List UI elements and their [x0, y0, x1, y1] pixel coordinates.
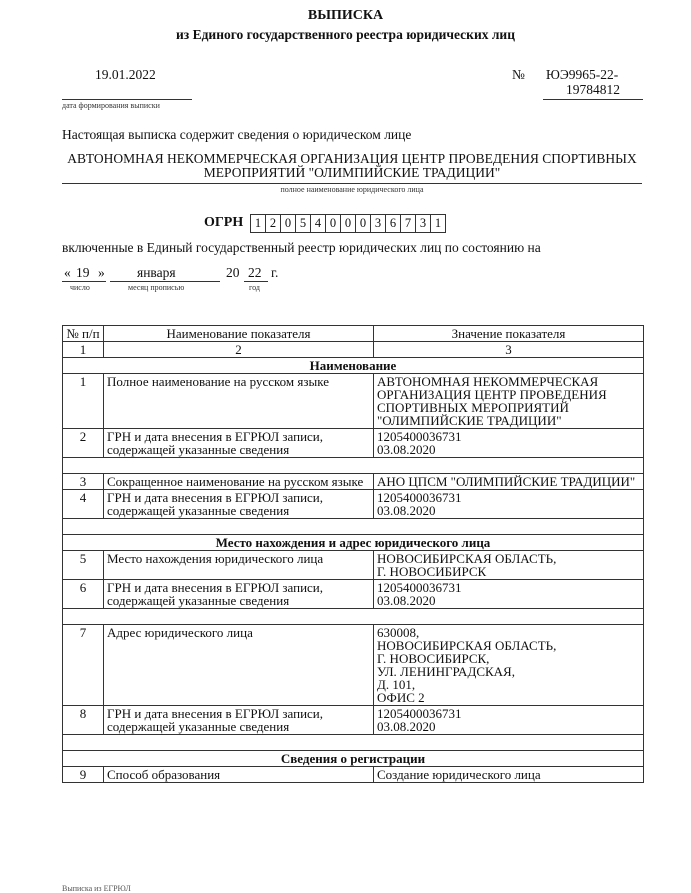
spacer-row: [63, 519, 644, 535]
extract-number-underline: [543, 99, 643, 100]
address-line: ОФИС 2: [377, 690, 425, 705]
row-label: Полное наименование на русском языке: [104, 374, 374, 429]
row-label: Место нахождения юридического лица: [104, 551, 374, 580]
grn-number: 1205400036731: [377, 429, 462, 444]
row-value: [374, 429, 644, 458]
formation-date-caption: дата формирования выписки: [62, 101, 160, 110]
section-row: [63, 358, 644, 374]
table-row: [63, 706, 644, 735]
column-number: 2: [104, 342, 374, 358]
ogrn-digit: 7: [400, 214, 416, 233]
address-line: НОВОСИБИРСКАЯ ОБЛАСТЬ,: [377, 638, 557, 653]
month-caption: месяц прописью: [128, 283, 185, 292]
spacer-row: [63, 458, 644, 474]
row-value: [374, 551, 644, 580]
row-label: Адрес юридического лица: [104, 625, 374, 706]
day-caption: число: [70, 283, 90, 292]
year-caption: год: [249, 283, 260, 292]
section-name: Наименование: [63, 358, 644, 374]
address-line: 630008,: [377, 625, 420, 640]
extract-number-line1: ЮЭ9965-22-: [546, 67, 619, 82]
grn-number: 1205400036731: [377, 490, 462, 505]
row-label: ГРН и дата внесения в ЕГРЮЛ записи, содержащей указанные сведения: [104, 490, 374, 519]
extract-number-line2: 19784812: [566, 82, 620, 97]
table-row: [63, 490, 644, 519]
table-row: [63, 429, 644, 458]
row-number: 1: [63, 374, 104, 429]
as-of-day: 19: [76, 265, 90, 280]
ogrn-digit: 3: [370, 214, 386, 233]
organization-name-underline: [62, 183, 642, 184]
formation-date: 19.01.2022: [95, 67, 156, 82]
ogrn-digit: 0: [325, 214, 341, 233]
as-of-year: 22: [248, 265, 262, 280]
row-value: [374, 580, 644, 609]
grn-date: 03.08.2020: [377, 442, 436, 457]
header-indicator: Наименование показателя: [104, 326, 374, 342]
intro-text: Настоящая выписка содержит сведения о юридическом лице: [62, 127, 412, 142]
row-number: 6: [63, 580, 104, 609]
organization-name-caption: полное наименование юридического лица: [280, 185, 424, 194]
formation-date-underline: [62, 99, 192, 100]
row-label: Сокращенное наименование на русском языке: [104, 474, 374, 490]
column-number: 3: [374, 342, 644, 358]
row-label: ГРН и дата внесения в ЕГРЮЛ записи, содержащей указанные сведения: [104, 706, 374, 735]
spacer-row: [63, 735, 644, 751]
ogrn-digit: 1: [430, 214, 446, 233]
address-line: Д. 101,: [377, 677, 416, 692]
day-underline: [62, 281, 106, 282]
grn-number: 1205400036731: [377, 706, 462, 721]
row-number: 7: [63, 625, 104, 706]
ogrn-digit: 6: [385, 214, 401, 233]
grn-date: 03.08.2020: [377, 503, 436, 518]
ogrn-digit: 4: [310, 214, 326, 233]
ogrn-digit: 1: [250, 214, 266, 233]
ogrn-digit: 0: [340, 214, 356, 233]
row-number: 3: [63, 474, 104, 490]
included-text: включенные в Единый государственный реестр юридических лиц по состоянию на: [62, 240, 541, 255]
row-label: ГРН и дата внесения в ЕГРЮЛ записи, содержащей указанные сведения: [104, 429, 374, 458]
document-title: ВЫПИСКА: [307, 8, 384, 23]
organization-full-name: АВТОНОМНАЯ НЕКОММЕРЧЕСКАЯ ОРГАНИЗАЦИЯ ЦЕНТР ПРОВЕДЕНИЯ СПОРТИВНЫХ МЕРОПРИЯТИЙ "ОЛИМПИЙСКИЕ ТРАДИЦИИ": [67, 151, 637, 180]
row-value: АВТОНОМНАЯ НЕКОММЕРЧЕСКАЯ ОРГАНИЗАЦИЯ ЦЕНТР ПРОВЕДЕНИЯ СПОРТИВНЫХ МЕРОПРИЯТИЙ "ОЛИМПИЙСКИЕ ТРАДИЦИИ": [374, 374, 644, 429]
as-of-year-suffix: г.: [271, 265, 279, 280]
row-number: 9: [63, 767, 104, 783]
address-line: УЛ. ЛЕНИНГРАДСКАЯ,: [377, 664, 515, 679]
month-underline: [110, 281, 220, 282]
row-number: 8: [63, 706, 104, 735]
number-sign: №: [512, 67, 525, 82]
document-subtitle: из Единого государственного реестра юридических лиц: [176, 27, 515, 42]
egrul-table: [62, 325, 644, 783]
table-row: [63, 580, 644, 609]
date-quote-open: «: [64, 265, 71, 280]
header-value: Значение показателя: [374, 326, 644, 342]
table-row: [63, 767, 644, 783]
as-of-month: января: [137, 265, 176, 280]
date-quote-close: »: [98, 265, 105, 280]
grn-number: 1205400036731: [377, 580, 462, 595]
table-row: [63, 551, 644, 580]
ogrn-digit: 0: [280, 214, 296, 233]
location-line: Г. НОВОСИБИРСК: [377, 564, 487, 579]
row-label: ГРН и дата внесения в ЕГРЮЛ записи, содержащей указанные сведения: [104, 580, 374, 609]
row-value: [374, 706, 644, 735]
ogrn-digit: 2: [265, 214, 281, 233]
row-value: [374, 490, 644, 519]
section-row: [63, 751, 644, 767]
table-header-row: [63, 326, 644, 342]
ogrn-label: ОГРН: [204, 215, 244, 230]
row-label: Способ образования: [104, 767, 374, 783]
column-number-row: [63, 342, 644, 358]
ogrn-digit: 0: [355, 214, 371, 233]
section-location: Место нахождения и адрес юридического лица: [63, 535, 644, 551]
section-row: [63, 535, 644, 551]
row-number: 5: [63, 551, 104, 580]
row-value: Создание юридического лица: [374, 767, 644, 783]
row-number: 2: [63, 429, 104, 458]
ogrn-digit-boxes: [250, 214, 445, 233]
year-underline: [244, 281, 268, 282]
ogrn-digit: 5: [295, 214, 311, 233]
table-row: [63, 474, 644, 490]
as-of-century: 20: [226, 265, 240, 280]
header-number: № п/п: [63, 326, 104, 342]
grn-date: 03.08.2020: [377, 719, 436, 734]
location-line: НОВОСИБИРСКАЯ ОБЛАСТЬ,: [377, 551, 557, 566]
row-value: АНО ЦПСМ "ОЛИМПИЙСКИЕ ТРАДИЦИИ": [374, 474, 644, 490]
section-registration: Сведения о регистрации: [63, 751, 644, 767]
spacer-row: [63, 609, 644, 625]
column-number: 1: [63, 342, 104, 358]
table-row: [63, 374, 644, 429]
address-line: Г. НОВОСИБИРСК,: [377, 651, 490, 666]
grn-date: 03.08.2020: [377, 593, 436, 608]
row-number: 4: [63, 490, 104, 519]
table-row: [63, 625, 644, 706]
ogrn-digit: 3: [415, 214, 431, 233]
row-value: [374, 625, 644, 706]
page-footer: Выписка из ЕГРЮЛ: [62, 884, 131, 893]
